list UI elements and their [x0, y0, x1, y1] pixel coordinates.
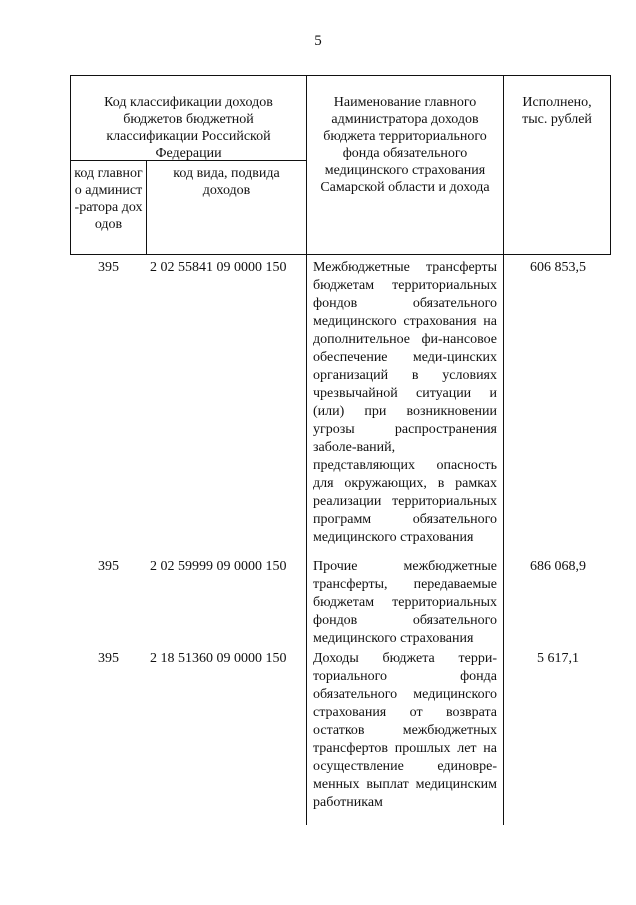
header-revenue-code: [146, 160, 307, 255]
row-3-amount: 5 617,1: [537, 651, 579, 666]
row-1-name: Межбюджетные трансферты бюджетам территориальных фондов обязательного медицинского страхования на дополнительное фи-нансовое обеспечение меди-цинских организаций в условиях чрезвычайной ситуации и (или) при возникновении угрозы распространения заболе-ваний, представляющих опасность для окружающих, в рамках реализации территориальных программ обязательного медицинского страхования: [313, 260, 497, 545]
row-1-admin-code: 395: [98, 260, 119, 275]
header-amount: [503, 75, 611, 255]
row-3-admin-code: 395: [98, 651, 119, 666]
header-admin-code-label: код главного админист-ратора доходов: [74, 166, 143, 232]
header-group-title: Код классификации доходов бюджетов бюджетной классификации Российской Федерации: [104, 95, 273, 161]
row-2-name: Прочие межбюджетные трансферты, передаваемые бюджетам территориальных фондов обязательного медицинского страхования: [313, 559, 497, 646]
row-2-amount: 686 068,9: [530, 559, 586, 574]
row-1-revenue-code: 2 02 55841 09 0000 150: [150, 260, 287, 275]
header-name: [306, 75, 504, 255]
header-classification-group: [70, 75, 307, 161]
header-admin-code: [70, 160, 147, 255]
body-divider-right: [503, 254, 504, 825]
header-amount-label: Исполнено, тыс. рублей: [522, 95, 592, 127]
row-1-amount: 606 853,5: [530, 260, 586, 275]
row-2-admin-code: 395: [98, 559, 119, 574]
header-revenue-code-label: код вида, подвида доходов: [173, 166, 280, 198]
row-3-revenue-code: 2 18 51360 09 0000 150: [150, 651, 287, 666]
row-2-revenue-code: 2 02 59999 09 0000 150: [150, 559, 287, 574]
body-divider-left: [306, 254, 307, 825]
row-3-name: Доходы бюджета терри-ториального фонда обязательного медицинского страхования от возврата остатков межбюджетных трансфертов прошлых лет на осуществление единовре-менных выплат медицинским работникам: [313, 651, 497, 810]
header-name-label: Наименование главного администратора доходов бюджета территориального фонда обязательного медицинского страхования Самарской области и дохода: [320, 95, 490, 195]
page-number: 5: [314, 33, 322, 49]
